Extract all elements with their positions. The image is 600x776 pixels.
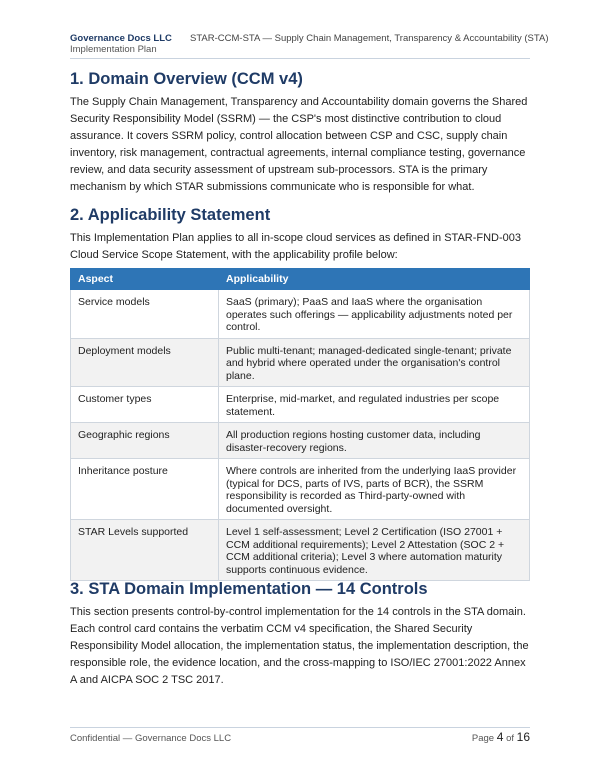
applicability-cell: Where controls are inherited from the underlying IaaS provider (typical for DCS, parts of IVS, parts of BCR), the SSRM responsibility is recorded as Third-party-owned with documented oversight. xyxy=(219,459,530,520)
aspect-cell: STAR Levels supported xyxy=(71,520,219,581)
aspect-cell: Customer types xyxy=(71,387,219,423)
aspect-cell: Deployment models xyxy=(71,338,219,387)
section-2-heading: 2. Applicability Statement xyxy=(70,206,271,224)
column-header-applicability: Applicability xyxy=(219,269,530,290)
brand-name: Governance Docs LLC xyxy=(70,33,172,44)
document-title: STAR-CCM-STA — Supply Chain Management, Transparency & Accountability (STA) xyxy=(190,33,549,44)
applicability-cell: Enterprise, mid-market, and regulated industries per scope statement. xyxy=(219,387,530,423)
applicability-cell: SaaS (primary); PaaS and IaaS where the organisation operates such offerings — applicability adjustments noted per control. xyxy=(219,290,530,339)
table-header-row xyxy=(71,269,530,290)
table-row xyxy=(71,423,530,459)
table-row xyxy=(71,459,530,520)
section-3-body: This section presents control-by-control implementation for the 14 controls in the STA domain. Each control card contains the verbatim CCM v4 specification, the Shared Security Responsibility Model allocation, the implementation status, the implementation description, the responsible role, the evidence location, and the cross-mapping to ISO/IEC 27001:2022 Annex A and AICPA SOC 2 TSC 2017. xyxy=(70,606,529,686)
aspect-cell: Service models xyxy=(71,290,219,339)
table-row xyxy=(71,520,530,581)
of-label: of xyxy=(506,733,514,744)
brand-subtitle: Implementation Plan xyxy=(70,44,157,55)
section-3-heading: 3. STA Domain Implementation — 14 Controls xyxy=(70,580,428,598)
table-row xyxy=(71,387,530,423)
section-2-body: This Implementation Plan applies to all in-scope cloud services as defined in STAR-FND-003 Cloud Service Scope Statement, with the applicability profile below: xyxy=(70,232,522,261)
aspect-cell: Geographic regions xyxy=(71,423,219,459)
table-row xyxy=(71,338,530,387)
page-header xyxy=(70,33,549,59)
aspect-cell: Inheritance posture xyxy=(71,459,219,520)
applicability-table xyxy=(70,268,530,581)
page-total: 16 xyxy=(516,730,530,744)
page-number: 4 xyxy=(496,730,504,744)
table-row xyxy=(71,290,530,339)
column-header-aspect: Aspect xyxy=(71,269,219,290)
section-1-body: The Supply Chain Management, Transparency and Accountability domain governs the Shared Security Responsibility Model (SSRM) — the CSP's most distinctive contribution to cloud assurance. It covers SSRM policy, control allocation between CSP and CSC, supply chain inventory, risk management, contractual agreements, internal compliance testing, governance review, and data security assessment of upstream sub-processors. STA is the primary mechanism by which STAR submissions communicate who is responsible for what. xyxy=(70,96,528,193)
page-footer xyxy=(70,727,530,744)
applicability-cell: Level 1 self-assessment; Level 2 Certification (ISO 27001 + CCM additional requirements); Level 2 Attestation (SOC 2 + CCM additional criteria); Level 3 where automation maturity supports continuous evidence. xyxy=(219,520,530,581)
page-indicator xyxy=(472,730,530,744)
applicability-cell: All production regions hosting customer data, including disaster-recovery regions. xyxy=(219,423,530,459)
section-1-heading: 1. Domain Overview (CCM v4) xyxy=(70,70,303,88)
page-label: Page xyxy=(471,733,495,744)
footer-confidential: Confidential — Governance Docs LLC xyxy=(70,733,232,744)
applicability-cell: Public multi-tenant; managed-dedicated single-tenant; private and hybrid where operated under the organisation's control plane. xyxy=(219,338,530,387)
